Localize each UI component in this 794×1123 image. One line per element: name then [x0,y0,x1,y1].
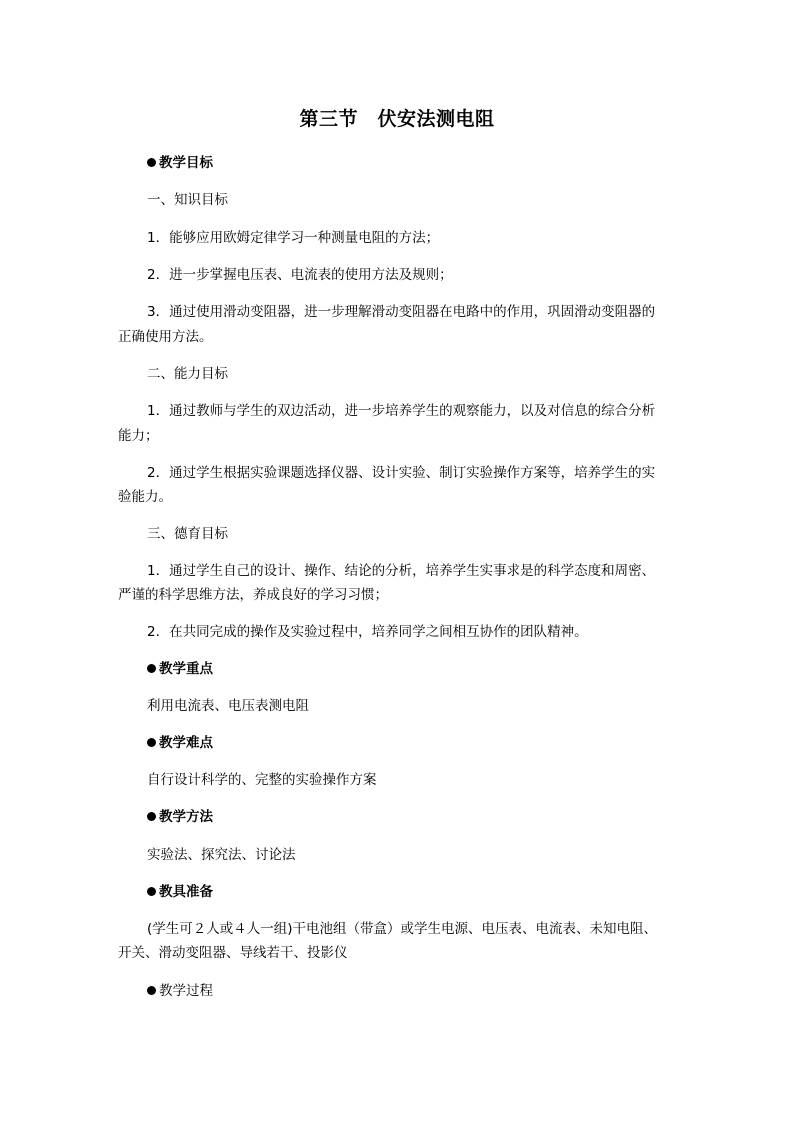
difficulty-text: 自行设计科学的、完整的实验操作方案 [147,772,377,788]
knowledge-item-1: 1．能够应用欧姆定律学习一种测量电阻的方法； [147,230,440,246]
tools-heading [147,879,213,905]
ability-item-1-line-1: 1．通过教师与学生的双边活动，进一步培养学生的观察能力，以及对信息的综合分析 [147,403,656,419]
knowledge-heading: 一、知识目标 [147,192,228,208]
key-heading [147,656,213,682]
method-heading [147,804,213,830]
moral-heading: 三、德育目标 [147,526,228,542]
difficulty-heading [147,730,213,756]
page-title: 第三节 伏安法测电阻 [299,108,495,130]
bullet-icon [147,986,156,995]
goals-heading-text: 教学目标 [159,155,213,171]
ability-item-2-line-2: 验能力。 [118,489,172,505]
process-heading-text: 教学过程 [159,983,213,999]
ability-heading: 二、能力目标 [147,366,228,382]
difficulty-heading-text: 教学难点 [159,735,213,751]
key-text: 利用电流表、电压表测电阻 [147,698,309,714]
knowledge-item-3-line-2: 正确使用方法。 [118,329,213,345]
knowledge-item-3-line-1: 3．通过使用滑动变阻器，进一步理解滑动变阻器在电路中的作用，巩固滑动变阻器的 [147,304,656,320]
moral-item-1-line-2: 严谨的科学思维方法，养成良好的学习习惯； [118,587,388,603]
tools-heading-text: 教具准备 [159,884,213,900]
ability-item-1-line-2: 能力； [118,428,159,444]
bullet-icon [147,158,156,167]
process-heading [147,978,213,1004]
bullet-icon [147,887,156,896]
bullet-icon [147,738,156,747]
method-text: 实验法、探究法、讨论法 [147,847,296,863]
moral-item-2: 2．在共同完成的操作及实验过程中，培养同学之间相互协作的团队精神。 [147,624,588,640]
key-heading-text: 教学重点 [159,661,213,677]
knowledge-item-2: 2．进一步掌握电压表、电流表的使用方法及规则； [147,267,453,283]
tools-text-line-2: 开关、滑动变阻器、导线若干、投影仪 [118,945,348,961]
method-heading-text: 教学方法 [159,809,213,825]
bullet-icon [147,664,156,673]
tools-text-line-1: (学生可２人或４人一组)干电池组（带盒）或学生电源、电压表、电流表、未知电阻、 [147,921,658,937]
ability-item-2-line-1: 2．通过学生根据实验课题选择仪器、设计实验、制订实验操作方案等，培养学生的实 [147,465,656,481]
goals-heading [147,150,213,176]
bullet-icon [147,812,156,821]
moral-item-1-line-1: 1．通过学生自己的设计、操作、结论的分析，培养学生实事求是的科学态度和周密、 [147,563,656,579]
